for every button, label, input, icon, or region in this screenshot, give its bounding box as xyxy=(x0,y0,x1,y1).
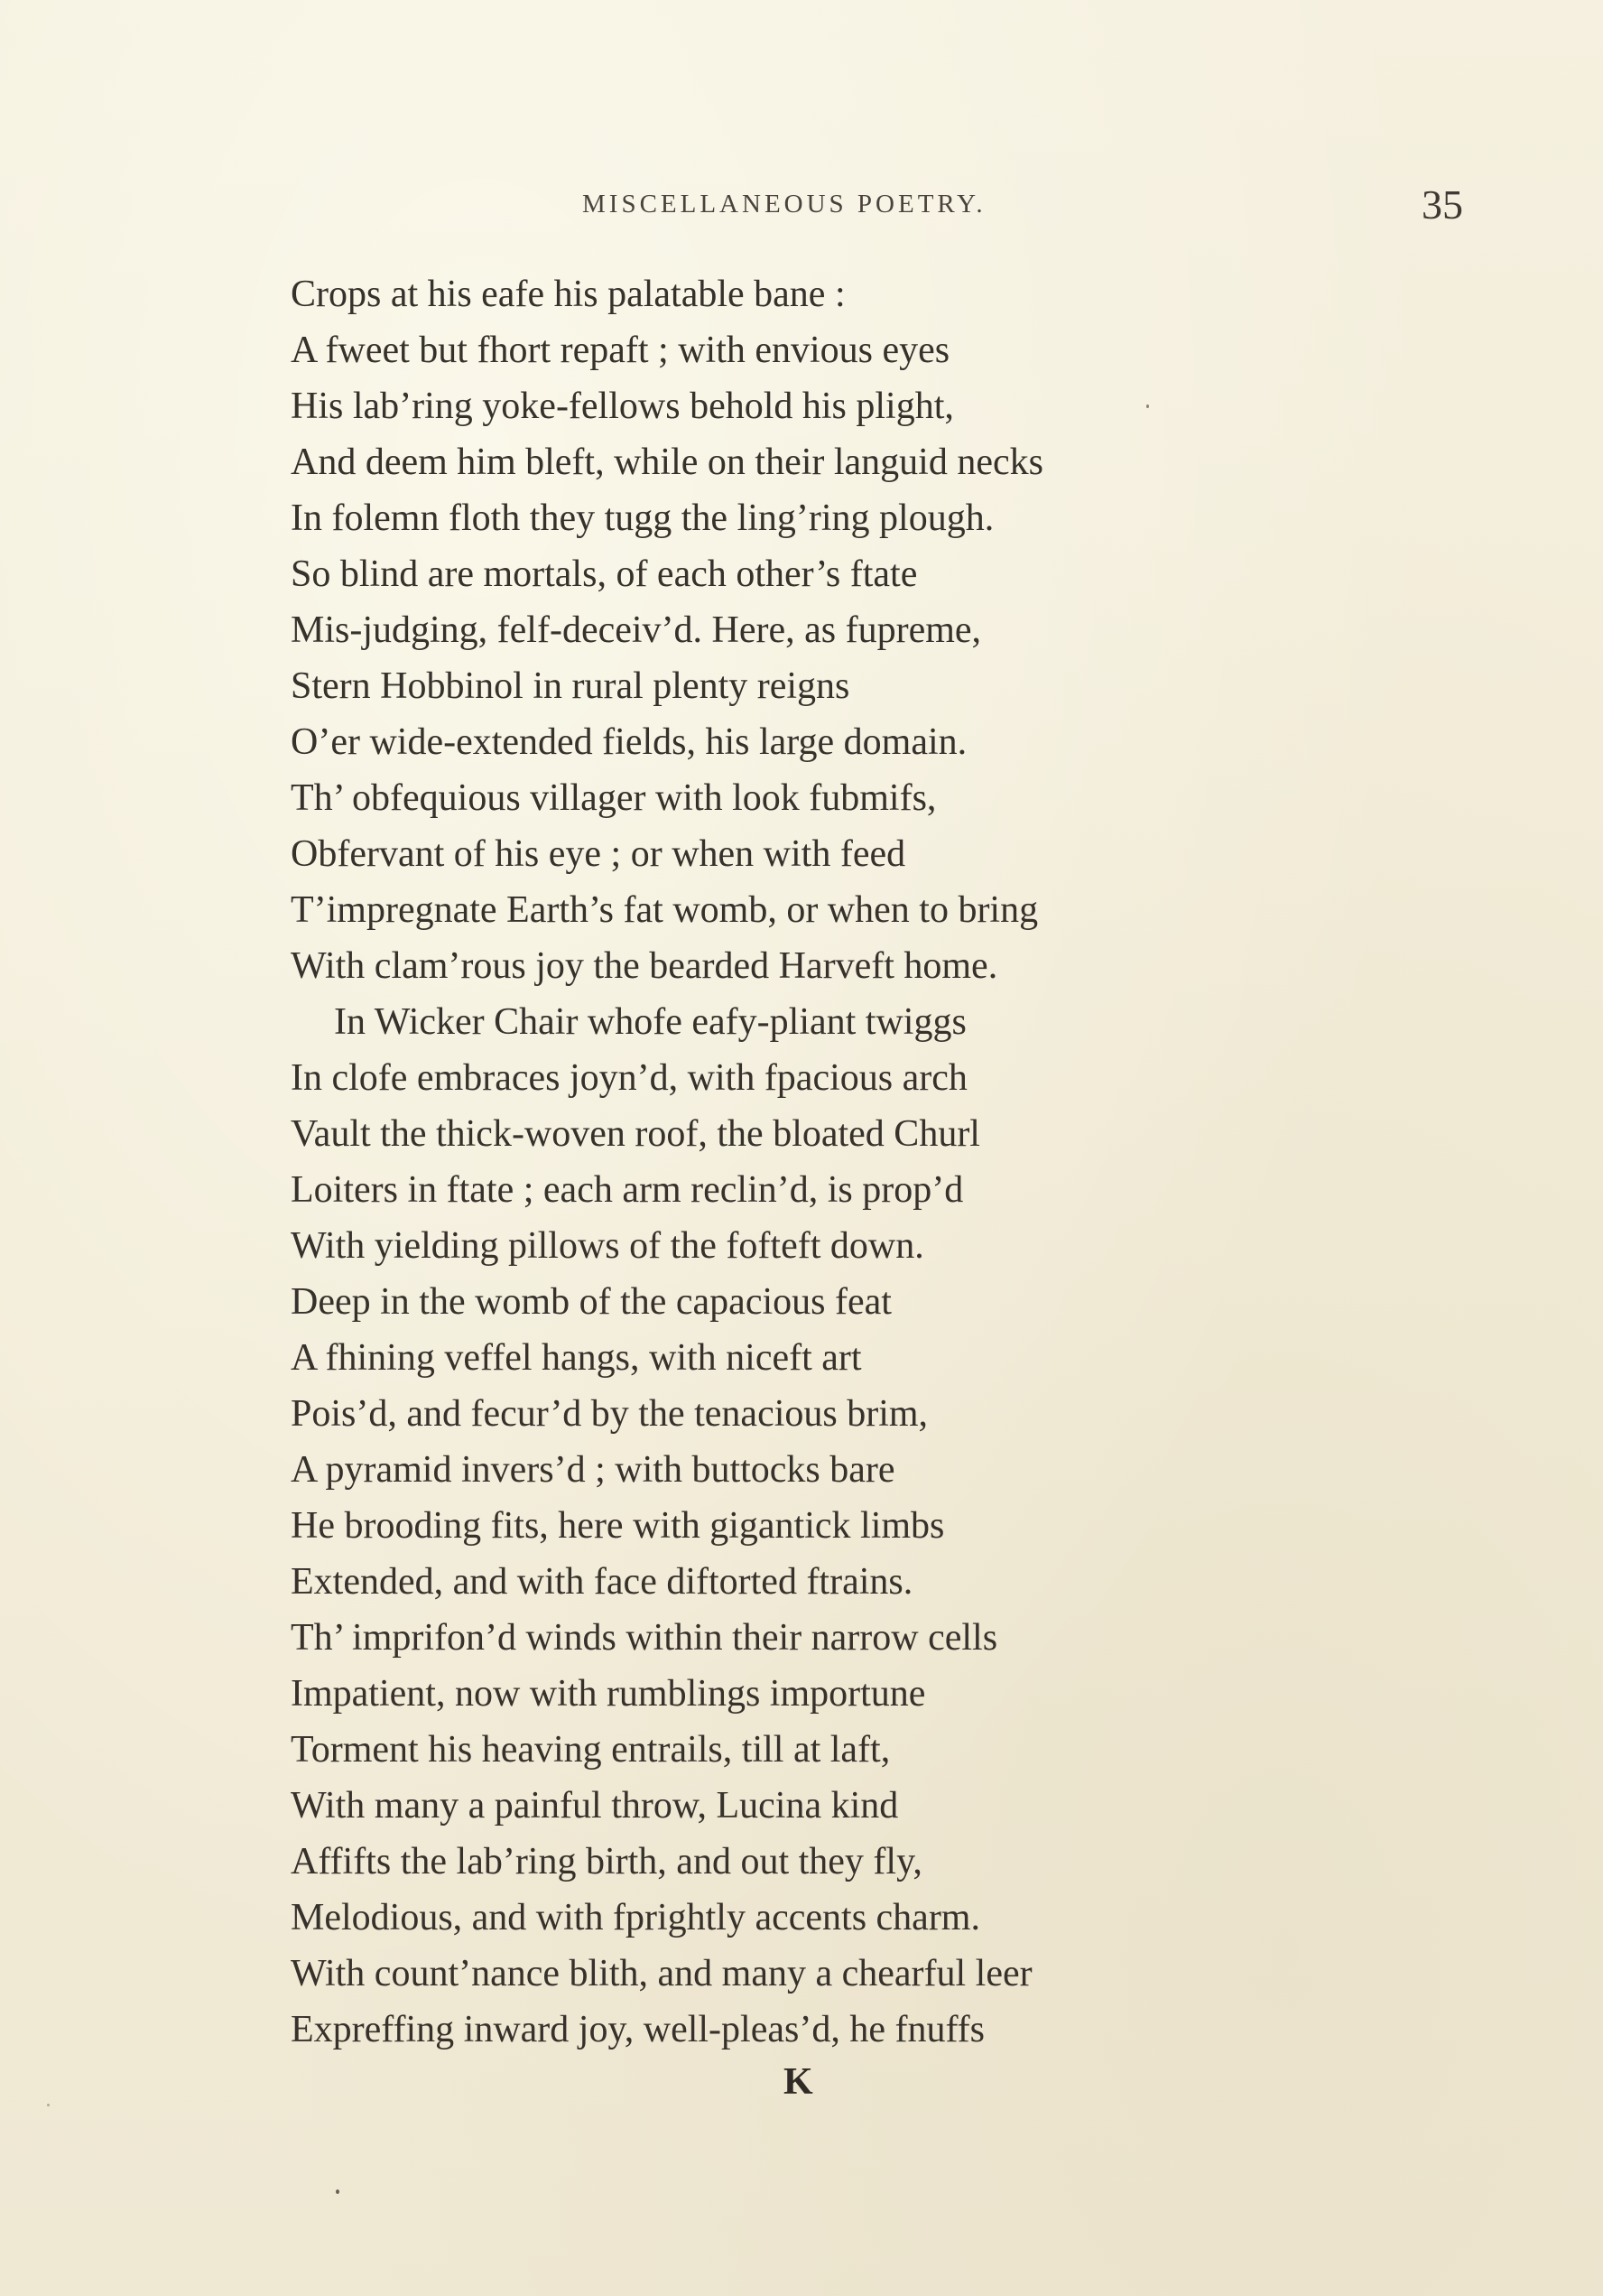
ink-speck xyxy=(47,2104,50,2106)
poem-line: So blind are mortals, of each other’s ftate xyxy=(291,553,918,595)
poem-line: O’er wide-extended fields, his large domain. xyxy=(291,721,968,763)
poem-line: Pois’d, and fecur’d by the tenacious brim, xyxy=(291,1393,929,1435)
poem-line: Loiters in ftate ; each arm reclin’d, is prop’d xyxy=(291,1169,964,1211)
poem-line: Mis-judging, felf-deceiv’d. Here, as fupreme, xyxy=(291,609,982,651)
poem-line: In folemn floth they tugg the ling’ring plough. xyxy=(291,497,995,539)
poem-line-indented: In Wicker Chair whofe eafy-pliant twiggs xyxy=(334,1001,967,1043)
poem-line: In clofe embraces joyn’d, with fpacious arch xyxy=(291,1057,968,1099)
poem-line: Vault the thick-woven roof, the bloated Churl xyxy=(291,1113,980,1155)
page-number: 35 xyxy=(1422,181,1463,228)
poem-line: His lab’ring yoke-fellows behold his plight, xyxy=(291,386,954,427)
poem-line: Torment his heaving entrails, till at laft, xyxy=(291,1729,891,1771)
ink-speck xyxy=(1146,404,1149,408)
poem-line: With clam’rous joy the bearded Harveft home. xyxy=(291,945,998,987)
poem-line: Deep in the womb of the capacious feat xyxy=(291,1281,892,1323)
running-title: MISCELLANEOUS POETRY. xyxy=(582,190,987,218)
signature-mark: K xyxy=(783,2061,813,2103)
poem-line: And deem him bleft, while on their languid necks xyxy=(291,442,1043,483)
poem-line: Expreffing inward joy, well-pleas’d, he fnuffs xyxy=(291,2009,986,2050)
poem-line: He brooding fits, here with gigantick limbs xyxy=(291,1505,945,1547)
poem-line: Obfervant of his eye ; or when with feed xyxy=(291,833,906,875)
running-head xyxy=(0,181,1603,235)
poem-line: Melodious, and with fprightly accents charm. xyxy=(291,1897,980,1938)
poem-line: Extended, and with face diftorted ftrains. xyxy=(291,1561,913,1603)
poem-line: A fhining veffel hangs, with niceft art xyxy=(291,1337,862,1379)
poem-line: With count’nance blith, and many a chearful leer xyxy=(291,1953,1033,1994)
poem-line: A fweet but fhort repaft ; with envious eyes xyxy=(291,330,950,371)
poem-line: Crops at his eafe his palatable bane : xyxy=(291,274,846,315)
poem-line: T’impregnate Earth’s fat womb, or when to bring xyxy=(291,889,1039,931)
ink-speck xyxy=(336,2189,339,2194)
poem-line: A pyramid invers’d ; with buttocks bare xyxy=(291,1449,895,1491)
poem-line: Impatient, now with rumblings importune xyxy=(291,1673,926,1715)
poem-body xyxy=(291,266,1311,2058)
poem-line: Th’ imprifon’d winds within their narrow cells xyxy=(291,1617,998,1659)
poem-line: With yielding pillows of the fofteft down. xyxy=(291,1225,924,1267)
poem-line: With many a painful throw, Lucina kind xyxy=(291,1785,899,1827)
poem-line: Th’ obfequious villager with look fubmifs, xyxy=(291,777,937,819)
poem-line: Stern Hobbinol in rural plenty reigns xyxy=(291,665,850,707)
poem-line: Affifts the lab’ring birth, and out they fly, xyxy=(291,1841,922,1882)
